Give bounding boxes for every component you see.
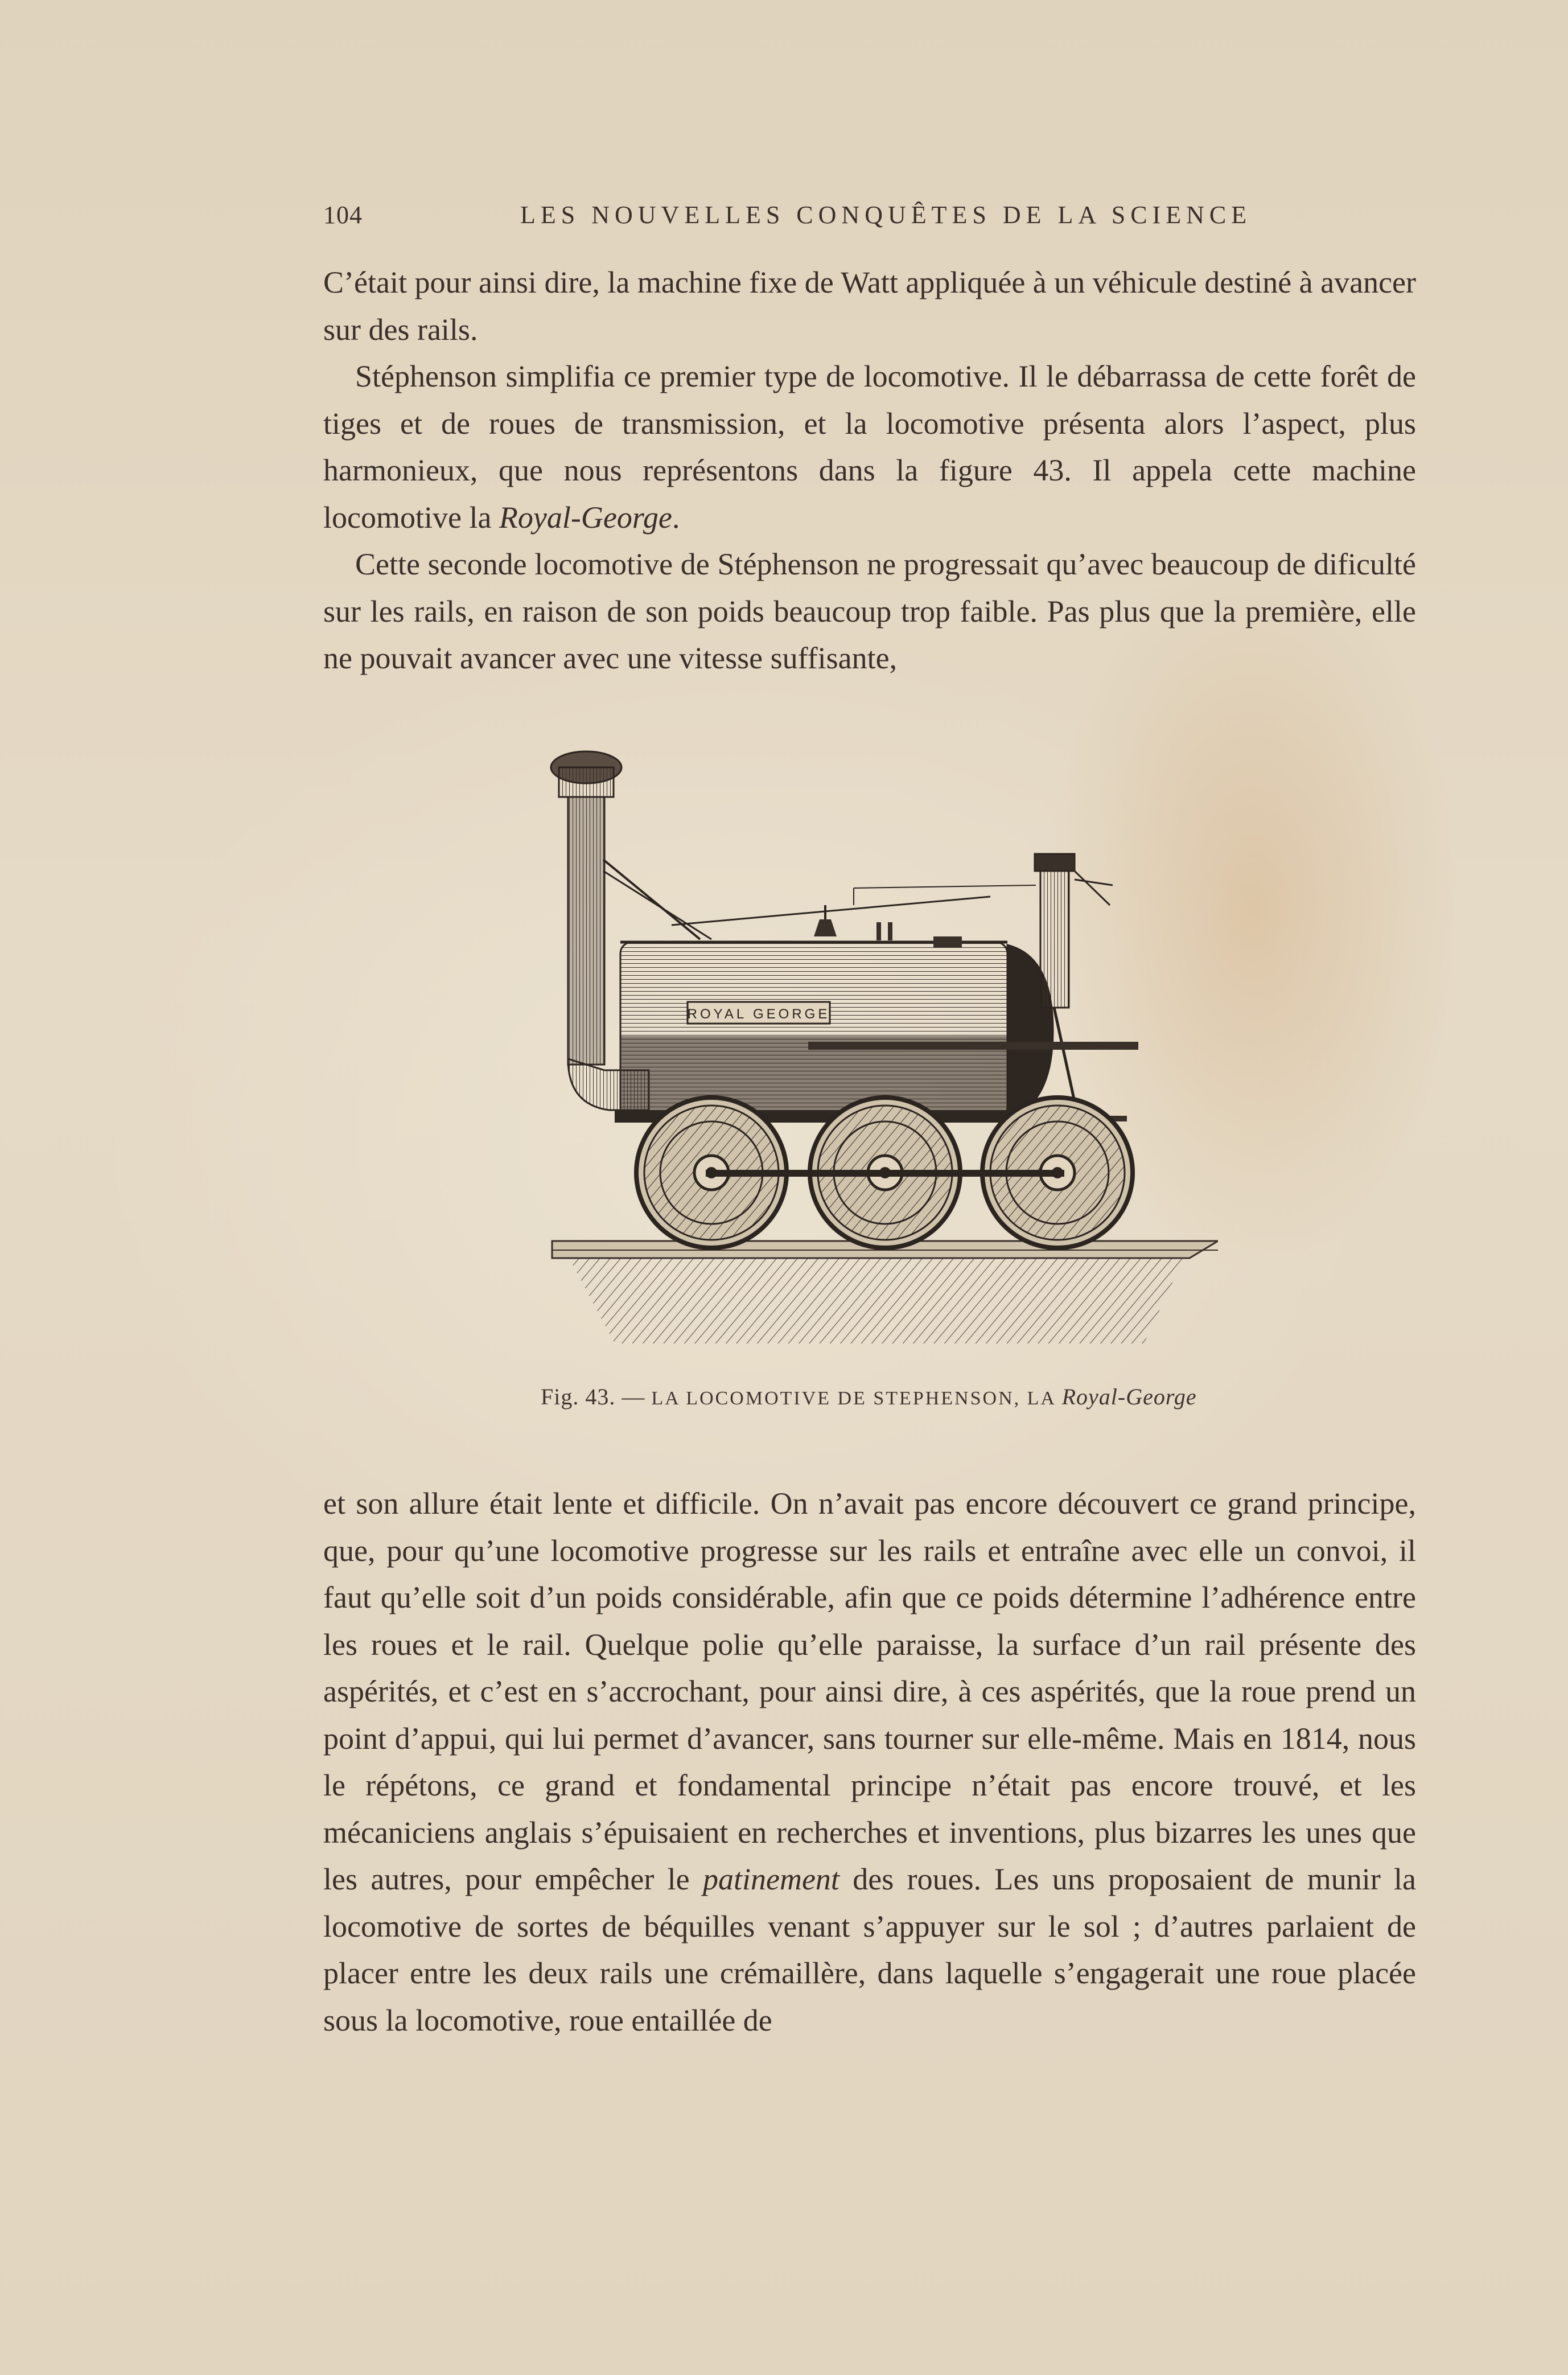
figure-caption [541,1383,1224,1410]
locomotive-illustration [535,740,1218,1361]
vertical-cylinder [1035,854,1113,1133]
running-header [323,200,1416,235]
running-title: LES NOUVELLES CONQUÊTES DE LA SCIENCE [520,201,1252,229]
locomotive-engraving [535,740,1218,1361]
paragraph-2-end: . [672,500,680,535]
paragraph-4-part1: et son allure était lente et difficile. On n’avait pas encore découvert ce grand principe, que, pour qu’une locomotive progresse sur les rails et entraîne avec elle un convoi, il faut qu’elle soit d’un poids considérable, afin que ce poids détermine l’adhérence entre les roues et le rail. Quelque polie qu’elle paraisse, la surface d’un rail présente des aspérités, et c’est en s’accrochant, pour ainsi dire, à ces aspérités, que la roue prend un point d’appui, qui lui permet d’avancer, sans tourner sur elle-même. Mais en 1814, nous le répétons, ce grand et fondamental principe n’était pas encore trouvé, et les mécaniciens anglais s’épuisaient en recherches et inventions, plus bizarres les unes que les autres, pour empêcher le [323,1486,1416,1896]
top-text-block [323,259,1416,682]
boiler-fittings [603,860,1036,948]
bottom-text-block [323,1480,1416,2044]
patinement-italic: patinement [702,1862,839,1896]
paragraph-1: C’était pour ainsi dire, la machine fixe de Watt appliquée à un véhicule destiné à avancer sur des rails. [323,265,1416,347]
paragraph-2 [323,353,1416,541]
coupling-rod [706,1170,1064,1177]
boiler [620,942,1053,1119]
track-ground [552,1241,1218,1343]
paragraph-2-text: Stéphenson simplifia ce premier type de locomotive. Il le débarrassa de cette forêt de tiges et de roues de transmission, et la locomotive présenta alors l’aspect, plus harmonieux, que nous représentons dans la figure 43. Il appela cette machine locomotive la [323,359,1416,535]
nameplate-text: ROYAL GEORGE [687,1006,830,1022]
paragraph-4 [323,1480,1416,2044]
wheels [636,1098,1133,1248]
paragraph-4-part2: des roues. Les uns proposaient de munir la locomotive de sortes de béquilles venant s’appuyer sur le sol ; d’autres parlaient de placer entre les deux rails une crémaillère, dans laquelle s’engagerait une roue placée sous la locomotive, roue entaillée de [323,1862,1416,2037]
page-number: 104 [323,201,363,229]
caption-text: LA LOCOMOTIVE DE STEPHENSON, LA [651,1388,1062,1409]
locomotive-name-italic: Royal-George [499,500,672,535]
caption-italic-name: Royal-George [1061,1384,1197,1410]
paragraph-3: Cette seconde locomotive de Stéphenson ne progressait qu’avec beaucoup de dificulté sur les rails, en raison de son poids beaucoup trop faible. Pas plus que la première, elle ne pouvait avancer avec une vitesse suffisante, [323,547,1416,675]
caption-figure-number: Fig. 43. — [541,1384,652,1410]
